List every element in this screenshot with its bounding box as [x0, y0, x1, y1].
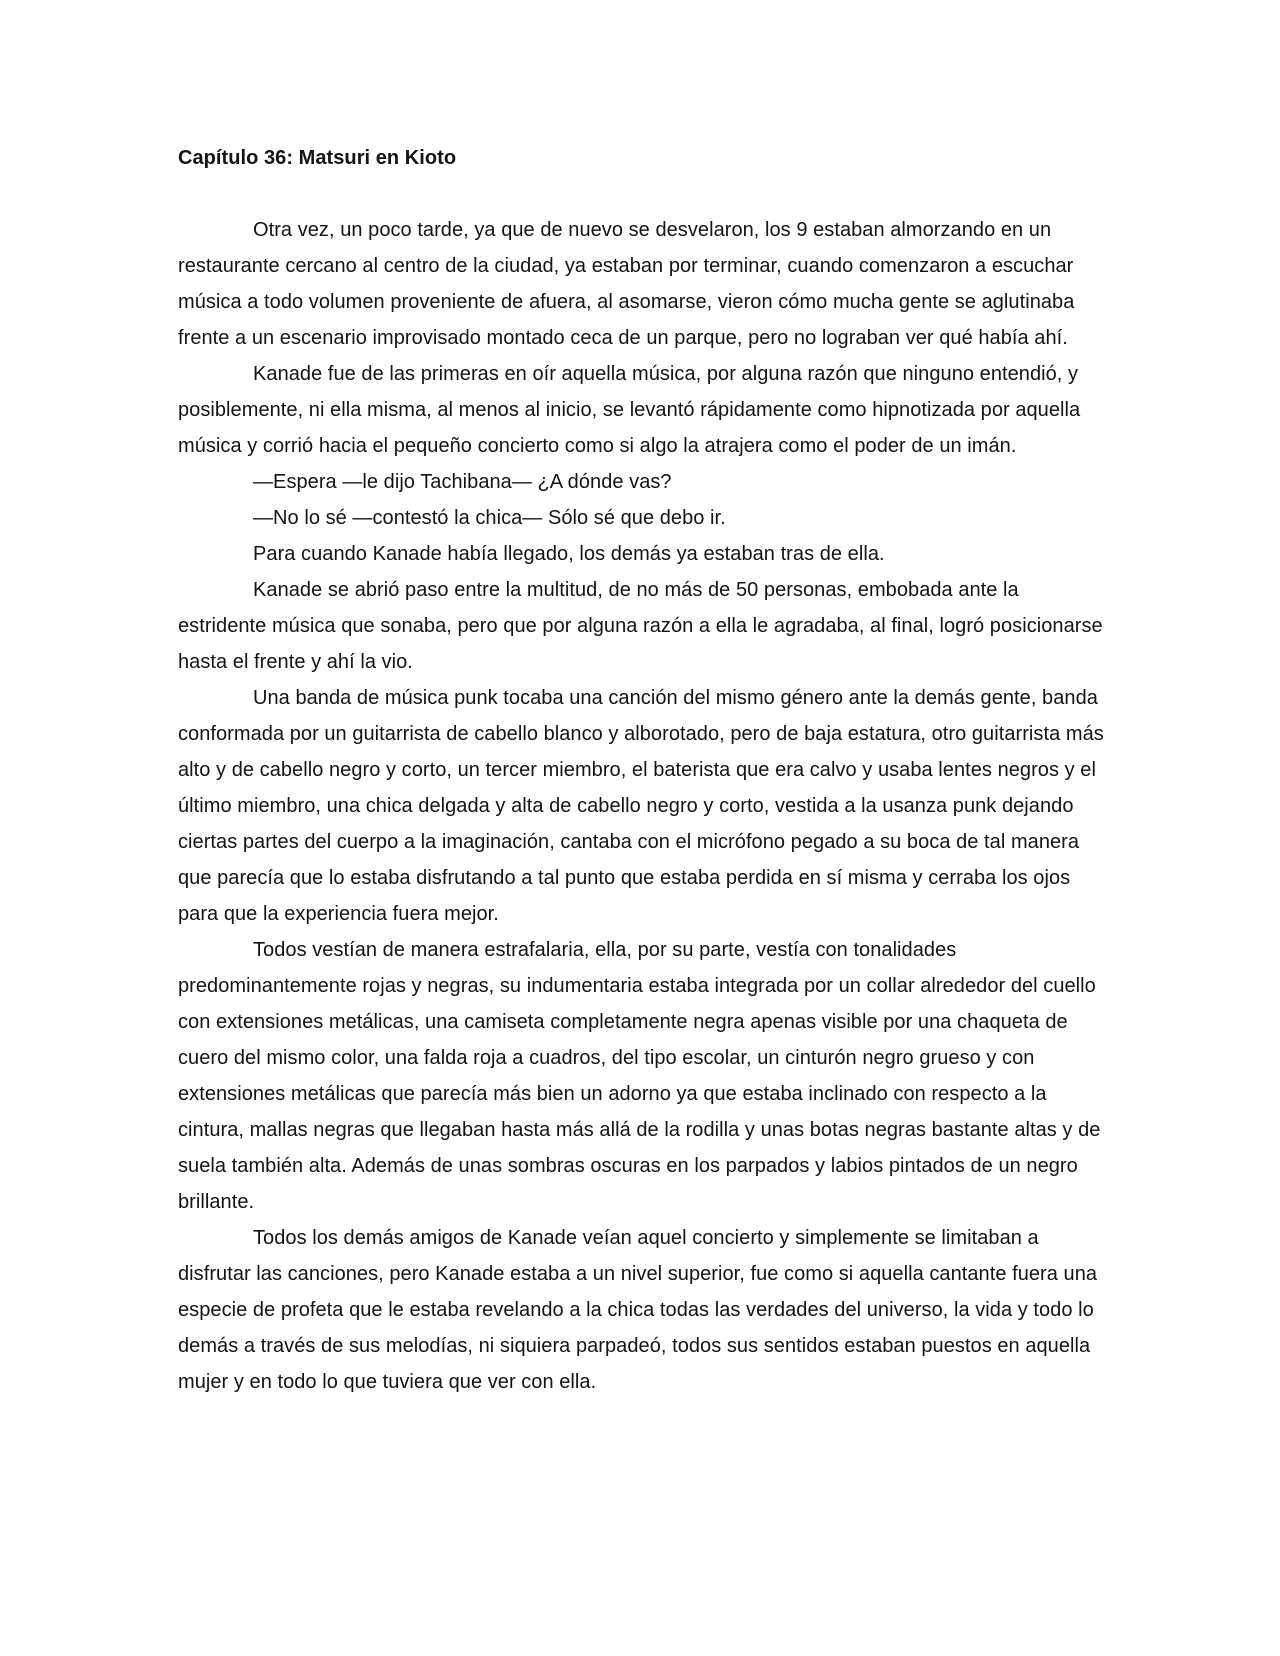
- paragraph: Para cuando Kanade había llegado, los demás ya estaban tras de ella.: [253, 543, 885, 565]
- paragraph: Otra vez, un poco tarde, ya que de nuevo se desvelaron, los 9 estaban almorzando en un restaurante cercano al centro de la ciudad, ya estaban por terminar, cuando comenzaron a escuchar música a todo volumen proveniente de afuera, al asomarse, vieron cómo mucha gente se aglutinaba frente a un escenario improvisado montado ceca de un parque, pero no lograban ver qué había ahí.: [178, 219, 1075, 349]
- dialogue-line: —Espera —le dijo Tachibana— ¿A dónde vas?: [253, 471, 672, 493]
- dialogue-line: —No lo sé —contestó la chica— Sólo sé que debo ir.: [253, 507, 726, 529]
- paragraph: Kanade fue de las primeras en oír aquella música, por alguna razón que ninguno entendió, y posiblemente, ni ella misma, al menos al inicio, se levantó rápidamente como hipnotizada por aquella música y corrió hacia el pequeño concierto como si algo la atrajera como el poder de un imán.: [178, 363, 1081, 457]
- paragraph: Una banda de música punk tocaba una canción del mismo género ante la demás gente, banda conformada por un guitarrista de cabello blanco y alborotado, pero de baja estatura, otro guitarrista más alto y de cabello negro y corto, un tercer miembro, el baterista que era calvo y usaba lentes negros y el último miembro, una chica delgada y alta de cabello negro y corto, vestida a la usanza punk dejando ciertas partes del cuerpo a la imaginación, cantaba con el micrófono pegado a su boca de tal manera que parecía que lo estaba disfrutando a tal punto que estaba perdida en sí misma y cerraba los ojos para que la experiencia fuera mejor.: [178, 687, 1104, 925]
- paragraph: Todos vestían de manera estrafalaria, ella, por su parte, vestía con tonalidades predominantemente rojas y negras, su indumentaria estaba integrada por un collar alrededor del cuello con extensiones metálicas, una camiseta completamente negra apenas visible por una chaqueta de cuero del mismo color, una falda roja a cuadros, del tipo escolar, un cinturón negro grueso y con extensiones metálicas que parecía más bien un adorno ya que estaba inclinado con respecto a la cintura, mallas negras que llegaban hasta más allá de la rodilla y unas botas negras bastante altas y de suela también alta. Además de unas sombras oscuras en los parpados y labios pintados de un negro brillante.: [178, 939, 1101, 1213]
- chapter-title: Capítulo 36: Matsuri en Kioto: [178, 147, 457, 169]
- paragraph: Todos los demás amigos de Kanade veían aquel concierto y simplemente se limitaban a disfrutar las canciones, pero Kanade estaba a un nivel superior, fue como si aquella cantante fuera una especie de profeta que le estaba revelando a la chica todas las verdades del universo, la vida y todo lo demás a través de sus melodías, ni siquiera parpadeó, todos sus sentidos estaban puestos en aquella mujer y en todo lo que tuviera que ver con ella.: [178, 1227, 1098, 1393]
- paragraph: Kanade se abrió paso entre la multitud, de no más de 50 personas, embobada ante la estridente música que sonaba, pero que por alguna razón a ella le agradaba, al final, logró posicionarse hasta el frente y ahí la vio.: [178, 579, 1103, 673]
- document-body: [178, 140, 1110, 1400]
